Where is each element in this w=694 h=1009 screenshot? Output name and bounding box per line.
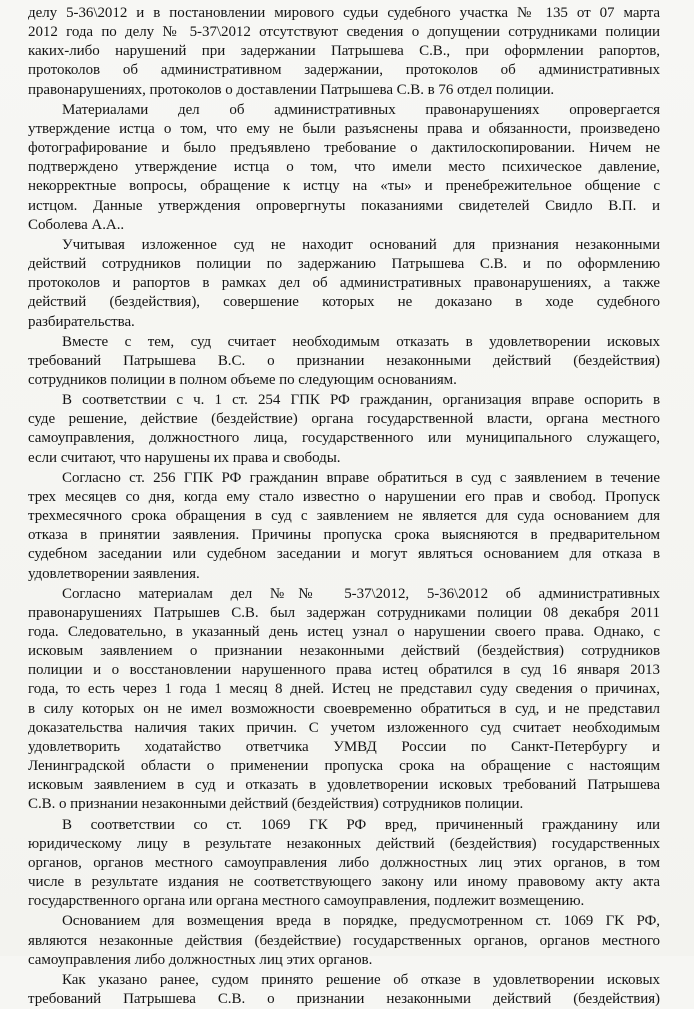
text-line: истцом. Данные утверждения опровергнуты показаниями свидетелей Свидло В.П. и [28,197,660,214]
text-line: Ленинградской области о применении пропуска срока на обращение с настоящим [28,758,660,775]
text-line: Согласно материалам дел №№ 5-37\2012, 5-36\2012 об административных [62,585,660,602]
text-line: Вместе с тем, суд считает необходимым отказать в удовлетворении исковых [62,333,660,350]
text-line: судебном заседании или судебном заседании и могут являться основанием для отказа в [28,546,660,563]
text-line: утверждение истца о том, что ему не были разъяснены права и обязанности, произведено [28,120,660,137]
text-line: действий (бездействия), совершение которых не доказано в ходе судебного [28,294,660,311]
text-line: трех месяцев со дня, когда ему стало известно о нарушении его прав и свобод. Пропуск [28,488,660,505]
text-line: требований Патрышева С.В. о признании незаконными действий (бездействия) [28,990,660,1007]
text-line: С.В. о признании незаконными действий (бездействия) сотрудников полиции. [28,796,524,813]
paragraph [28,585,660,815]
paragraph [28,469,660,584]
paragraph [28,816,660,912]
text-line: Как указано ранее, судом принято решение об отказе в удовлетворении исковых [62,971,660,988]
text-line: Согласно ст. 256 ГПК РФ гражданин вправе обратиться в суд с заявлением в течение [62,469,660,486]
text-line: являются незаконные действия (бездействие) государственных органов, органов местного [28,932,660,949]
paragraph [28,391,660,468]
text-line: отказа в принятии заявления. Причины пропуска срока выясняются в предварительном [28,527,660,544]
paragraph [28,971,660,1009]
paragraph [28,4,660,100]
text-line: требований Патрышева В.С. о признании незаконными действий (бездействия) [28,352,660,369]
text-line: Соболева А.А.. [28,216,125,233]
text-line: правонарушениях, протоколов о доставлении Патрышева С.В. в 76 отдел полиции. [28,81,555,98]
text-line: полиции и о восстановлении нарушенного права истец обратился в суд 16 января 2013 [28,662,660,679]
text-line: фотографирование и было предъявлено требование о дактилоскопировании. Ничем не [28,140,660,157]
text-line: в силу которых он не имел возможности своевременно обратиться в суд, и не представил [28,700,660,717]
text-line: удовлетворить ходатайство ответчика УМВД России по Санкт-Петербургу и [28,738,660,755]
paragraph [28,101,660,235]
paragraph [28,333,660,390]
text-line: 2012 года по делу № 5-37\2012 отсутствуют сведения о допущении сотрудниками полиции [28,24,660,41]
text-line: делу 5-36\2012 и в постановлении мирового судьи судебного участка № 135 от 07 марта [28,5,660,21]
text-line: органов, органов местного самоуправления либо должностных лиц этих органов, в том [28,854,660,871]
text-line: государственного органа или органа местного самоуправления, подлежит возмещению. [28,893,585,910]
text-line: если считают, что нарушены их права и свободы. [28,449,341,466]
text-line: правонарушениях Патрышев С.В. был задержан сотрудниками полиции 08 декабря 2011 [28,604,660,621]
text-line: действий сотрудников полиции по задержанию Патрышева С.В. и по оформлению [28,256,660,273]
text-line: В соответствии со ст. 1069 ГК РФ вред, причиненный гражданину или [62,816,660,833]
text-line: Основанием для возмещения вреда в порядке, предусмотренном ст. 1069 ГК РФ, [62,913,660,930]
text-line: года. Следовательно, в указанный день истец узнал о нарушении своего права. Однако, с [28,624,660,640]
text-line: трехмесячного срока обращения в суд с заявлением не является для суда основанием для [28,508,660,525]
text-line: Материалами дел об административных правонарушениях опровергается [62,101,660,118]
text-line: каких-либо нарушений при задержании Патрышева С.В., при оформлении рапортов, [28,43,660,60]
text-line: В соответствии с ч. 1 ст. 254 ГПК РФ гражданин, организация вправе оспорить в [62,392,660,409]
text-line: протоколов и рапортов в рамках дел об административных правонарушениях, а также [28,275,660,292]
text-line: числе в результате издания не соответствующего закону или иному правовому акту акта [28,874,660,891]
text-line: суде решение, действие (бездействие) органа государственной власти, органа местного [28,411,660,428]
text-line: юридическому лицу в результате незаконных действий (бездействия) государственных [28,835,660,852]
paragraph [28,912,660,969]
text-line: Учитывая изложенное суд не находит оснований для признания незаконными [62,236,660,253]
text-line: протоколов об административном задержании, протоколов об административных [28,62,660,79]
text-line: подтверждено утверждение истца о том, что имели место психическое давление, [28,159,660,176]
text-line: некорректные вопросы, обращение к истцу на «ты» и пренебрежительное общение с [28,178,660,195]
document-body [28,4,660,1009]
text-line: доказательства наличия таких причин. С учетом изложенного суд считает необходимым [28,719,660,736]
paragraph [28,236,660,332]
text-line: самоуправления, должностного лица, государственного или муниципального служащего, [28,430,660,447]
text-line: сотрудников полиции в полном объеме по следующим основаниям. [28,371,457,388]
text-line: самоуправления либо должностных лиц этих органов. [28,951,373,968]
text-line: удовлетворении заявления. [28,565,200,582]
text-line: года, то есть через 1 года 1 месяц 8 дней. Истец не представил суду сведения о причинах, [28,681,660,698]
text-line: разбирательства. [28,313,135,330]
text-line: исковым заявлением о признании незаконными действий (бездействия) сотрудников [28,643,660,660]
text-line: исковым заявлением в суд и отказать в удовлетворении исковых требований Патрышева [28,777,660,794]
